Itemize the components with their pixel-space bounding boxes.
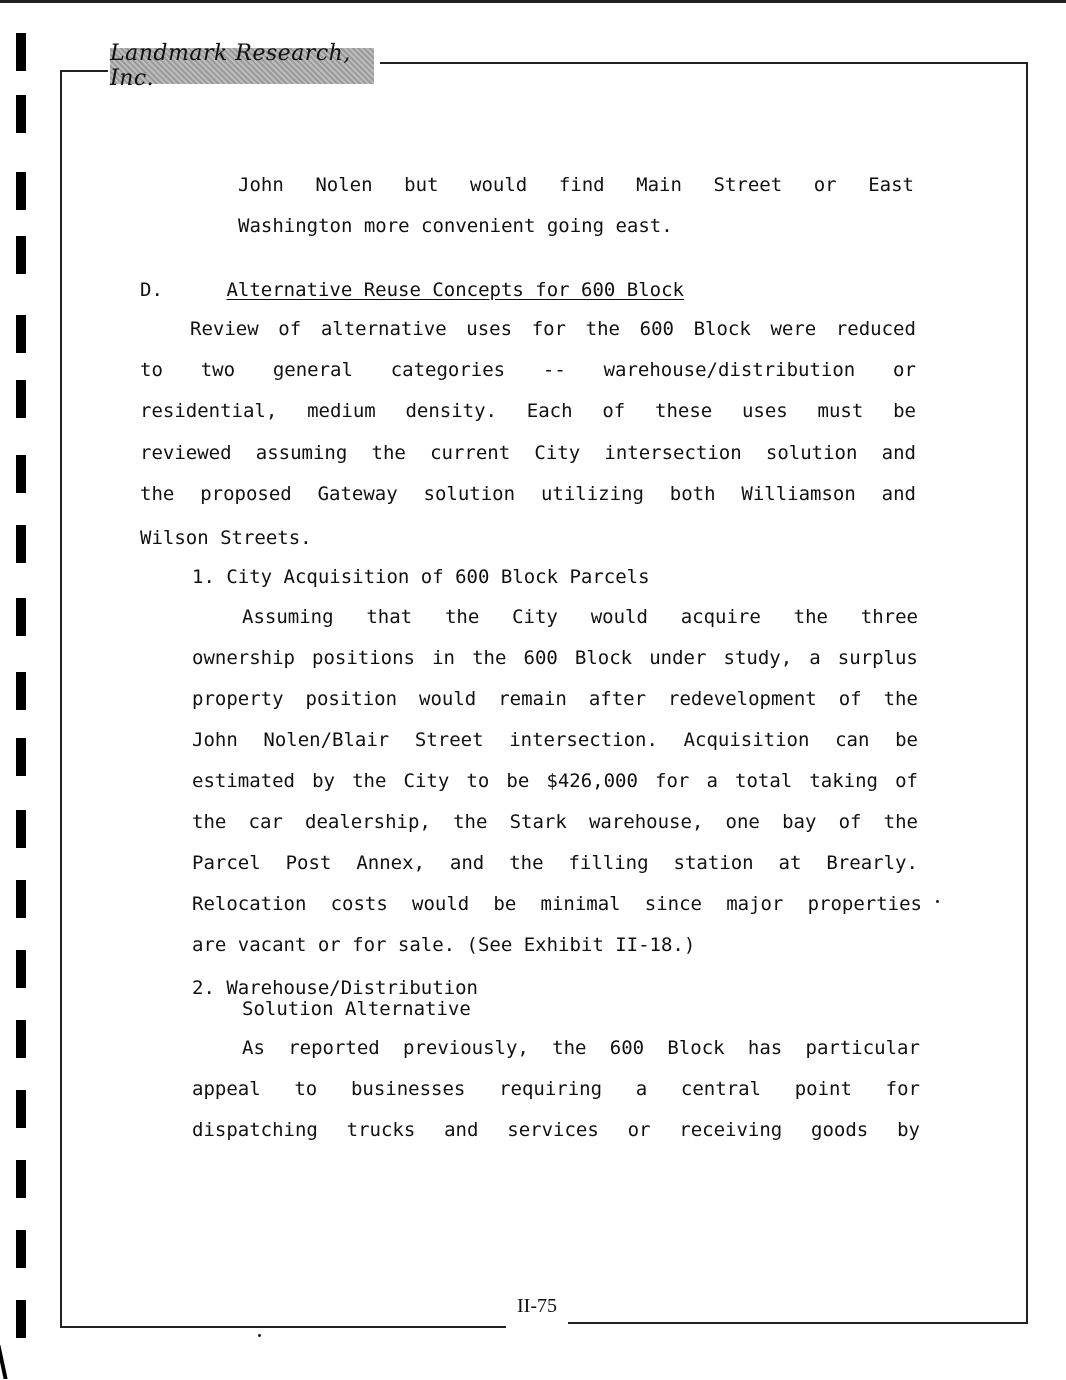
punch-hole: [16, 598, 26, 636]
word: can: [835, 729, 870, 751]
word: a: [635, 1078, 648, 1100]
word: reported: [288, 1037, 380, 1059]
word: 600: [609, 1037, 645, 1059]
word: or: [813, 174, 837, 196]
word: requiring: [499, 1078, 603, 1100]
word: general: [272, 359, 353, 381]
word: two: [200, 359, 236, 381]
text-line: [242, 1037, 920, 1059]
scan-speck: [258, 1334, 261, 1337]
word: station: [673, 852, 754, 874]
text-line: [192, 688, 918, 710]
word: redevelopment: [668, 688, 817, 710]
text-line: [242, 998, 471, 1020]
text-line: [242, 606, 918, 628]
text-line: [192, 852, 918, 874]
word: or: [627, 1119, 651, 1141]
word: warehouse/distribution: [603, 359, 856, 381]
word: taking: [809, 770, 878, 792]
word: intersection: [604, 442, 742, 464]
frame-right: [1026, 62, 1028, 1324]
word: the: [883, 811, 918, 833]
word: goods: [811, 1119, 869, 1141]
word: Stark: [509, 811, 567, 833]
line-text: Washington more convenient going east.: [238, 215, 673, 237]
word: intersection.: [509, 729, 658, 751]
word: dispatching: [192, 1119, 318, 1141]
text-line: [192, 770, 918, 792]
word: would: [590, 606, 648, 628]
word: the: [444, 606, 480, 628]
word: 600: [639, 318, 674, 340]
word: Brearly.: [826, 852, 918, 874]
word: solution: [423, 483, 516, 505]
word: residential,: [140, 400, 278, 422]
word: the: [472, 647, 507, 669]
text-line: [190, 318, 916, 340]
punch-hole: [16, 1160, 26, 1198]
company-logo: [110, 41, 374, 91]
word: medium: [307, 400, 376, 422]
word: both: [669, 483, 716, 505]
word: be: [493, 893, 517, 915]
punch-hole: [16, 172, 26, 210]
word: and: [449, 852, 485, 874]
word: Nolen: [315, 174, 373, 196]
scan-top-edge: [0, 0, 1066, 3]
word: to: [466, 770, 490, 792]
word: particular: [805, 1037, 920, 1059]
word: after: [588, 688, 647, 710]
line-text: are vacant or for sale. (See Exhibit II-18.): [192, 934, 696, 956]
word: by: [312, 770, 335, 792]
word: Street: [713, 174, 783, 196]
text-line: [140, 279, 684, 301]
word: filling: [568, 852, 649, 874]
word: reviewed: [140, 442, 232, 464]
word: has: [747, 1037, 783, 1059]
word: Acquisition: [683, 729, 810, 751]
word: to: [140, 359, 163, 381]
word: City: [512, 606, 558, 628]
word: the: [352, 770, 387, 792]
word: previously,: [403, 1037, 529, 1059]
word: would: [419, 688, 477, 710]
word: 600: [523, 647, 558, 669]
word: properties: [807, 893, 922, 915]
word: Block: [574, 647, 633, 669]
word: Review: [190, 318, 259, 340]
text-line: [140, 359, 916, 381]
page-curl-mark: [0, 1345, 8, 1379]
word: total: [735, 770, 793, 792]
text-line: [140, 527, 312, 549]
word: that: [366, 606, 413, 628]
text-line: [192, 1119, 920, 1141]
word: Relocation: [192, 893, 307, 915]
punch-hole: [16, 1230, 26, 1268]
punch-hole: [16, 950, 26, 988]
punch-hole: [16, 810, 26, 848]
word: the: [453, 811, 488, 833]
text-line: [192, 566, 650, 588]
word: City: [534, 442, 581, 464]
word: a: [809, 647, 821, 669]
word: ownership: [192, 647, 295, 669]
word: find: [558, 174, 605, 196]
frame-bottom-right: [568, 1322, 1028, 1324]
word: and: [881, 483, 916, 505]
word: appeal: [192, 1078, 261, 1100]
word: but: [404, 174, 439, 196]
line-text: 2. Warehouse/Distribution: [192, 977, 478, 999]
word: Gateway: [317, 483, 398, 505]
punch-hole: [16, 455, 26, 493]
text-line: [140, 442, 916, 464]
word: study,: [723, 647, 793, 669]
word: John: [192, 729, 238, 751]
word: central: [680, 1078, 761, 1100]
word: Alternative Reuse Concepts for 600 Block: [226, 279, 684, 301]
text-line: [192, 893, 922, 915]
word: bay: [782, 811, 817, 833]
text-line: [192, 729, 918, 751]
word: the: [140, 483, 175, 505]
line-text: 1. City Acquisition of 600 Block Parcels: [192, 566, 650, 588]
word: of: [278, 318, 302, 340]
punch-hole: [16, 738, 26, 776]
punch-hole: [16, 672, 26, 710]
word: reduced: [835, 318, 916, 340]
text-line: [192, 647, 918, 669]
frame-top-left: [60, 70, 108, 72]
word: Main: [636, 174, 682, 196]
line-text: Wilson Streets.: [140, 527, 312, 549]
word: the: [552, 1037, 587, 1059]
frame-left: [60, 70, 62, 1328]
word: property: [192, 688, 284, 710]
word: Parcel: [192, 852, 261, 874]
word: receiving: [679, 1119, 783, 1141]
line-text: Solution Alternative: [242, 998, 471, 1020]
word: one: [725, 811, 760, 833]
word: car: [248, 811, 283, 833]
text-line: [140, 483, 916, 505]
word: $426,000: [546, 770, 638, 792]
word: the: [509, 852, 544, 874]
word: uses: [741, 400, 788, 422]
word: under: [649, 647, 707, 669]
word: As: [242, 1037, 265, 1059]
word: dealership,: [305, 811, 431, 833]
word: services: [507, 1119, 599, 1141]
word: Block: [667, 1037, 725, 1059]
word: Nolen/Blair: [263, 729, 390, 751]
word: and: [881, 442, 916, 464]
punch-hole: [16, 95, 26, 133]
word: these: [655, 400, 713, 422]
punch-hole: [16, 315, 26, 353]
word: trucks: [346, 1119, 416, 1141]
word: positions: [312, 647, 415, 669]
scan-speck: [936, 900, 939, 903]
word: of: [895, 770, 918, 792]
word: City: [403, 770, 450, 792]
page-number: II-75: [517, 1295, 557, 1317]
word: warehouse,: [588, 811, 704, 833]
word: Each: [526, 400, 573, 422]
punch-hole: [16, 525, 26, 563]
word: costs: [330, 893, 388, 915]
word: solution: [765, 442, 858, 464]
word: surplus: [837, 647, 918, 669]
word: for: [655, 770, 690, 792]
text-line: [192, 1078, 920, 1100]
punch-hole: [16, 380, 26, 418]
text-line: [192, 811, 918, 833]
punch-hole: [16, 1090, 26, 1128]
word: major: [726, 893, 784, 915]
word: remain: [498, 688, 567, 710]
punch-hole: [16, 1020, 26, 1058]
text-line: [140, 400, 916, 422]
word: since: [644, 893, 702, 915]
frame-top-right: [380, 62, 1028, 64]
punch-hole: [16, 880, 26, 918]
word: the: [883, 688, 918, 710]
word: assuming: [255, 442, 348, 464]
word: John: [238, 174, 284, 196]
word: businesses: [350, 1078, 466, 1100]
word: for: [885, 1078, 920, 1100]
word: density.: [405, 400, 497, 422]
word: in: [432, 647, 455, 669]
word: of: [602, 400, 626, 422]
word: proposed: [200, 483, 292, 505]
word: acquire: [680, 606, 761, 628]
word: alternative: [320, 318, 447, 340]
word: East: [868, 174, 914, 196]
word: would: [470, 174, 528, 196]
text-line: [238, 174, 914, 196]
word: to: [294, 1078, 318, 1100]
word: Block: [693, 318, 751, 340]
word: must: [817, 400, 864, 422]
word: the: [585, 318, 620, 340]
text-line: [192, 977, 478, 999]
word: by: [897, 1119, 920, 1141]
word: point: [794, 1078, 852, 1100]
word: the: [371, 442, 406, 464]
word: Street: [414, 729, 484, 751]
word: for: [531, 318, 567, 340]
word: categories: [390, 359, 506, 381]
word: Post: [285, 852, 332, 874]
word: the: [192, 811, 227, 833]
word: uses: [466, 318, 513, 340]
word: of: [838, 811, 862, 833]
punch-hole: [16, 33, 26, 71]
word: the: [793, 606, 828, 628]
word: of: [838, 688, 862, 710]
word: were: [770, 318, 817, 340]
word: be: [506, 770, 530, 792]
word: would: [412, 893, 470, 915]
word: Assuming: [242, 606, 334, 628]
word: D.: [140, 279, 163, 301]
word: position: [305, 688, 398, 710]
word: utilizing: [540, 483, 644, 505]
word: estimated: [192, 770, 295, 792]
text-line: [192, 934, 695, 956]
punch-hole: [16, 236, 26, 274]
text-line: [238, 215, 673, 237]
word: or: [893, 359, 916, 381]
word: current: [430, 442, 511, 464]
word: Annex,: [356, 852, 425, 874]
word: Williamson: [741, 483, 856, 505]
word: and: [444, 1119, 479, 1141]
word: minimal: [540, 893, 621, 915]
word: be: [893, 400, 916, 422]
word: at: [778, 852, 802, 874]
frame-bottom-left: [62, 1326, 506, 1328]
word: a: [706, 770, 718, 792]
word: three: [860, 606, 918, 628]
word: be: [895, 729, 918, 751]
word: --: [542, 359, 566, 381]
company-logo-text: Landmark Research, Inc.: [110, 41, 351, 91]
punch-hole: [16, 1300, 26, 1338]
